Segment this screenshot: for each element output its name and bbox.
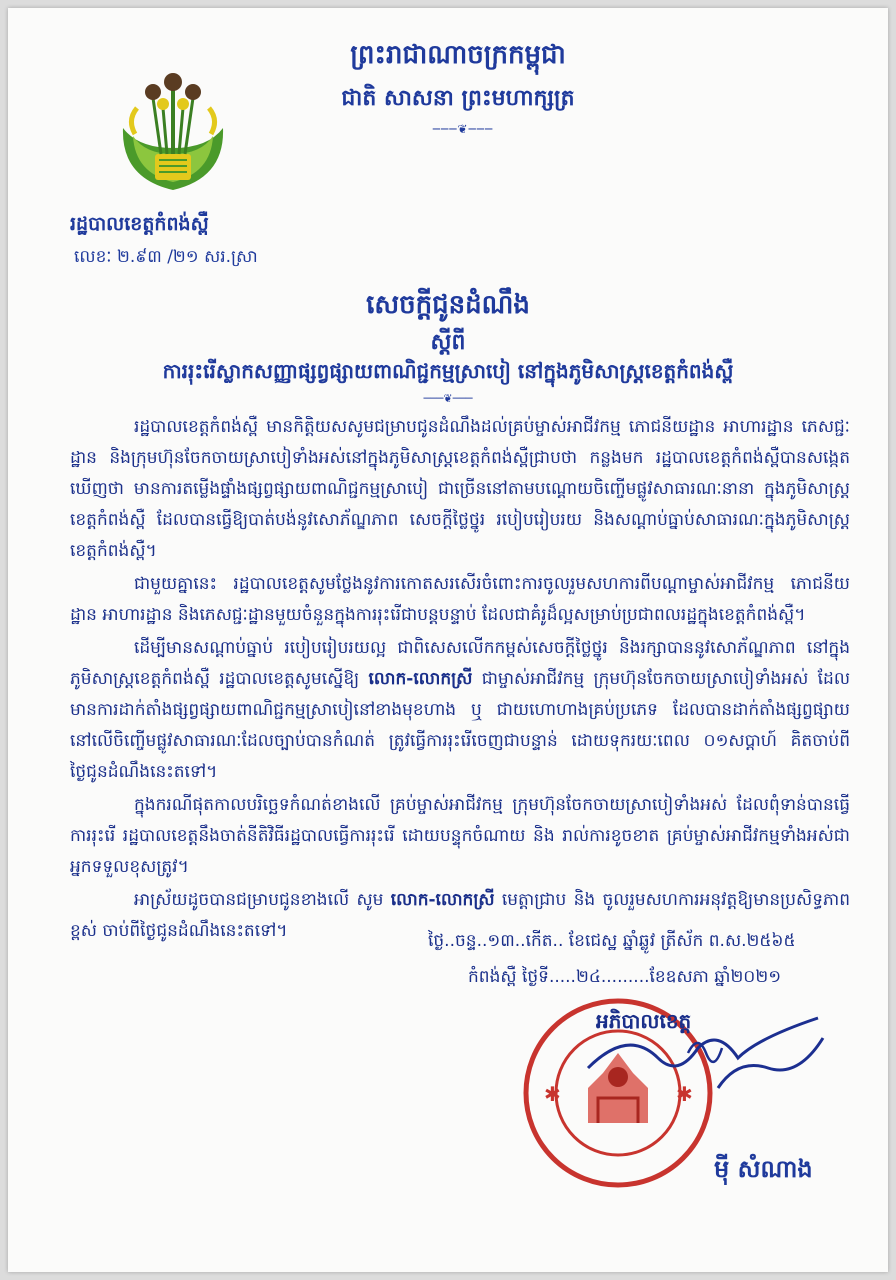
paragraph-2: ជាមួយគ្នានេះ រដ្ឋបាលខេត្តសូមថ្លែងនូវការកោតសរសើរចំពោះការចូលរួមសហការពីបណ្តាម្ចាស់អាជីវកម្ម ភោជនីយដ្ឋាន អាហារដ្ឋាន និងភេសជ្ជៈដ្ឋានមួយចំនួនក្នុងការរុះរើជាបន្តបន្ទាប់ ដែលជាគំរូដ៏ល្អសម្រាប់ប្រជាពលរដ្ឋក្នុងខេត្តកំពង់ស្ពឺ។ xyxy=(70,574,850,625)
paragraph-5-text-b: មេត្តាជ្រាប និង ចូលរួមសហការអនុវត្តឱ្យមានប្រសិទ្ធភាពខ្ពស់ ចាប់ពីថ្ងៃជូនដំណឹងនេះតទៅ។ xyxy=(70,890,850,941)
notice-body xyxy=(70,412,850,949)
lunar-date: ថ្ងៃ..ចន្ទ..១៣..កើត.. ខែជេស្ឋ ឆ្នាំឆ្លូវ ត្រីស័ក ព.ស.២៥៦៥ xyxy=(428,931,796,951)
svg-text:✱: ✱ xyxy=(676,1082,693,1106)
title-ornament: ───❦─── xyxy=(423,392,473,405)
header-ornament: ───❦─── xyxy=(432,122,494,136)
reference-number: លេខៈ ២.៩៣ /២១ សរ.ស្រា xyxy=(74,247,258,267)
paragraph-1: រដ្ឋបាលខេត្តកំពង់ស្ពឺ មានកិត្តិយសសូមជម្រាបជូនដំណឹងដល់គ្រប់ម្ចាស់អាជីវកម្ម ភោជនីយដ្ឋាន អាហារដ្ឋាន ភេសជ្ជៈដ្ឋាន និងក្រុមហ៊ុនចែកចាយស្រាបៀទាំងអស់នៅក្នុងភូមិសាស្ត្រខេត្តកំពង់ស្ពឺជ្រាបថា កន្លងមក រដ្ឋបាលខេត្តកំពង់ស្ពឺបានសង្កេតឃើញថា មានការតម្លើងផ្ទាំងផ្សព្វផ្សាយពាណិជ្ជកម្មស្រាបៀ ជាច្រើននៅតាមបណ្តោយចិញ្ចើមផ្លូវសាធារណៈនានា ក្នុងភូមិសាស្ត្រខេត្តកំពង់ស្ពឺ ដែលបានធ្វើឱ្យបាត់បង់នូវសោភ័ណ្ឌភាព សេចក្ដីថ្លៃថ្នូរ របៀបរៀបរយ និងសណ្តាប់ធ្នាប់សាធារណៈក្នុងភូមិសាស្ត្រខេត្តកំពង់ស្ពឺ។ xyxy=(70,417,850,561)
svg-text:✱: ✱ xyxy=(544,1082,561,1106)
addressee-bold: លោក-លោកស្រី xyxy=(368,669,473,689)
paragraph-3-text-a: ដើម្បីមានសណ្តាប់ធ្នាប់ របៀបរៀបរយល្អ ជាពិសេសលើកកម្ពស់សេចក្ដីថ្លៃថ្នូរ និងរក្សាបាននូវសោភ័ណ្ឌភាព នៅក្នុងភូមិសាស្ត្រខេត្តកំពង់ស្ពឺ រដ្ឋបាលខេត្តសូមស្នើឱ្យ xyxy=(70,638,850,689)
signatory-name: ម៉ី សំណាង xyxy=(714,1155,813,1183)
ministry-emblem-icon xyxy=(113,68,233,198)
notice-subject: ការរុះរើស្លាកសញ្ញាផ្សព្វផ្សាយពាណិជ្ជកម្មស្រាបៀ នៅក្នុងភូមិសាស្ត្រខេត្តកំពង់ស្ពឺ xyxy=(162,359,734,383)
addressee-bold: លោក-លោកស្រី xyxy=(390,890,495,910)
document-page xyxy=(8,8,888,1272)
solar-date: កំពង់ស្ពឺ ថ្ងៃទី.....២៤.........ខែឧសភា ឆ្នាំ២០២១ xyxy=(468,967,782,987)
notice-title: សេចក្ដីជូនដំណឹង xyxy=(366,290,530,320)
national-motto: ជាតិ សាសនា ព្រះមហាក្សត្រ xyxy=(341,86,575,111)
paragraph-4: ក្នុងករណីផុតកាលបរិច្ឆេទកំណត់ខាងលើ គ្រប់ម្ចាស់អាជីវកម្ម ក្រុមហ៊ុនចែកចាយស្រាបៀទាំងអស់ ដែលពុំទាន់បានធ្វើការរុះរើ រដ្ឋបាលខេត្តនឹងចាត់នីតិវិធីរដ្ឋបាលធ្វើការរុះរើ ដោយបន្ទុកចំណាយ និង រាល់ការខូចខាត គ្រប់ម្ចាស់អាជីវកម្មទាំងអស់ជាអ្នកទទួលខុសត្រូវ។ xyxy=(70,795,850,877)
kingdom-heading: ព្រះរាជាណាចក្រកម្ពុជា xyxy=(350,40,566,70)
signatory-title: អភិបាលខេត្ត xyxy=(596,1009,692,1033)
paragraph-5-text-a: អាស្រ័យដូចបានជម្រាបជូនខាងលើ សូម xyxy=(134,890,384,910)
issuing-authority: រដ្ឋបាលខេត្តកំពង់ស្ពឺ xyxy=(70,213,209,235)
paragraph-3 xyxy=(70,633,850,788)
notice-subject-label: ស្ដីពី xyxy=(430,330,466,355)
paragraph-3-text-b: ជាម្ចាស់អាជីវកម្ម ក្រុមហ៊ុនចែកចាយស្រាបៀទាំងអស់ ដែលមានការដាក់តាំងផ្សព្វផ្សាយពាណិជ្ជកម្មស្រាបៀនៅខាងមុខហាង ឬ ជាយហោហាងគ្រប់ប្រភេទ ដែលបានដាក់តាំងផ្សព្វផ្សាយនៅលើចិញ្ចើមផ្លូវសាធារណៈដែលច្បាប់បានកំណត់ ត្រូវធ្វើការរុះរើចេញជាបន្ទាន់ ដោយទុករយៈពេល ០១សប្តាហ៍ គិតចាប់ពីថ្ងៃជូនដំណឹងនេះតទៅ។ xyxy=(70,669,851,782)
